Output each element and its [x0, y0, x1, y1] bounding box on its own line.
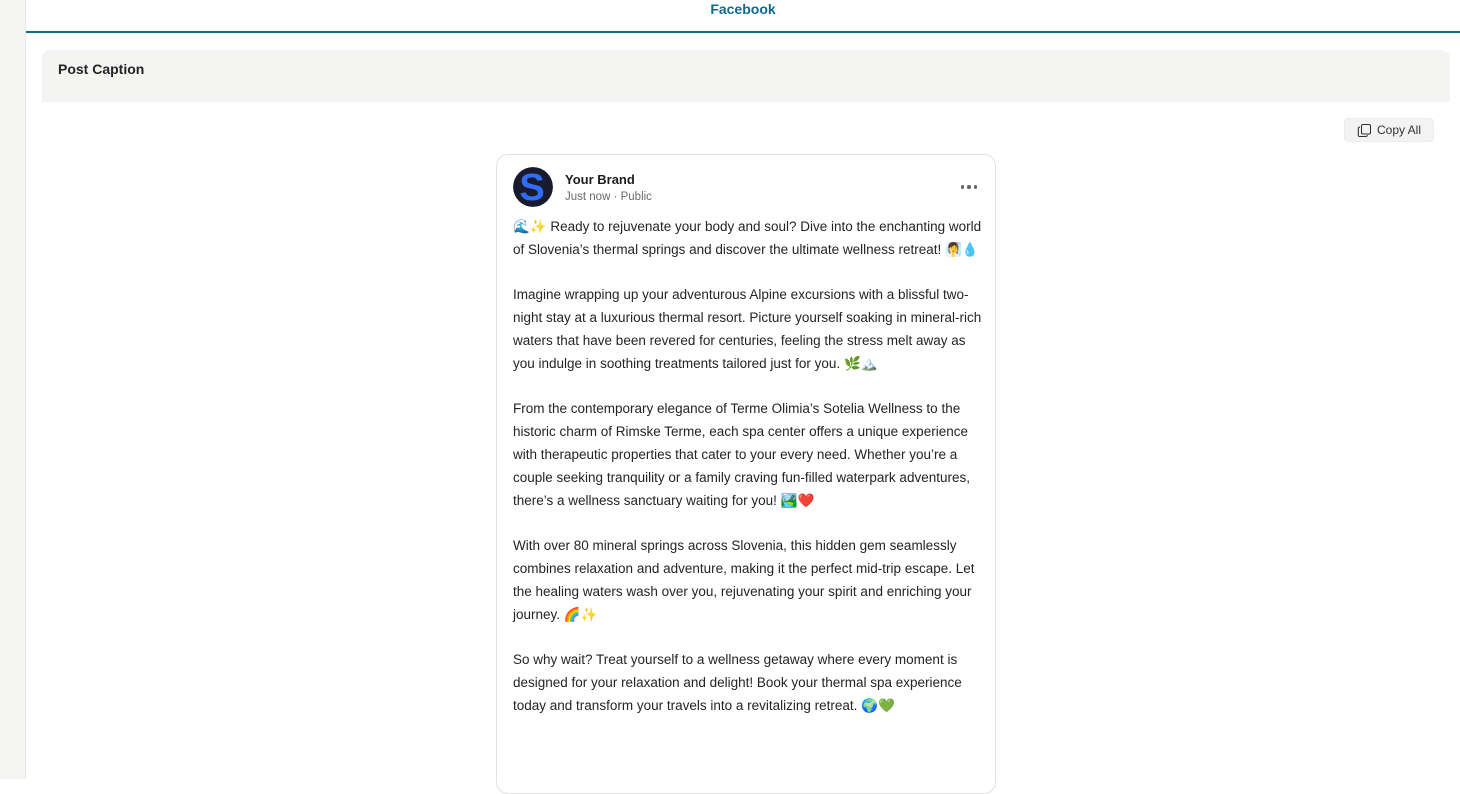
post-paragraph: With over 80 mineral springs across Slovenia, this hidden gem seamlessly combines relaxation and adventure, making it the perfect mid-trip escape. Let the healing waters wash over you, rejuvenating your spirit and enriching your journey. 🌈✨ — [513, 538, 975, 622]
more-options-icon[interactable] — [959, 181, 979, 193]
copy-all-label: Copy All — [1376, 123, 1422, 137]
tab-facebook[interactable]: Facebook — [710, 1, 776, 17]
left-rail — [0, 0, 26, 779]
post-paragraph: 🌊✨ Ready to rejuvenate your body and soul? Dive into the enchanting world of Slovenia’s thermal springs and discover the ultimate wellness retreat! 🧖‍♀️💧 — [513, 219, 982, 257]
avatar — [513, 167, 553, 207]
post-paragraph: So why wait? Treat yourself to a wellness getaway where every moment is designed for your relaxation and delight! Book your thermal spa experience today and transform your travels into a revitalizing retreat. 🌍💚 — [513, 652, 962, 713]
avatar-letter: S — [519, 167, 545, 207]
post-meta: Just now · Public — [565, 191, 652, 203]
platform-tabbar — [26, 0, 1460, 33]
post-caption-header — [42, 50, 1450, 102]
post-paragraph: Imagine wrapping up your adventurous Alpine excursions with a blissful two-night stay at a luxurious thermal resort. Picture yourself soaking in mineral-rich waters that have been revered for centuries, feeling the stress melt away as you indulge in soothing treatments tailored just for you. 🌿🏔️ — [513, 287, 982, 371]
copy-all-button[interactable] — [1344, 118, 1434, 142]
post-paragraph: From the contemporary elegance of Terme Olimia’s Sotelia Wellness to the historic charm of Rimske Terme, each spa center offers a unique experience with therapeutic properties that cater to your every need. Whether you’re a couple seeking tranquility or a family craving fun-filled waterpark adventures, there’s a wellness sanctuary waiting for you! 🏞️❤️ — [513, 401, 970, 508]
section-title: Post Caption — [58, 61, 145, 77]
post-body — [513, 216, 983, 740]
facebook-post-preview — [496, 154, 996, 794]
brand-name: Your Brand — [565, 172, 635, 187]
copy-icon — [1357, 123, 1372, 138]
